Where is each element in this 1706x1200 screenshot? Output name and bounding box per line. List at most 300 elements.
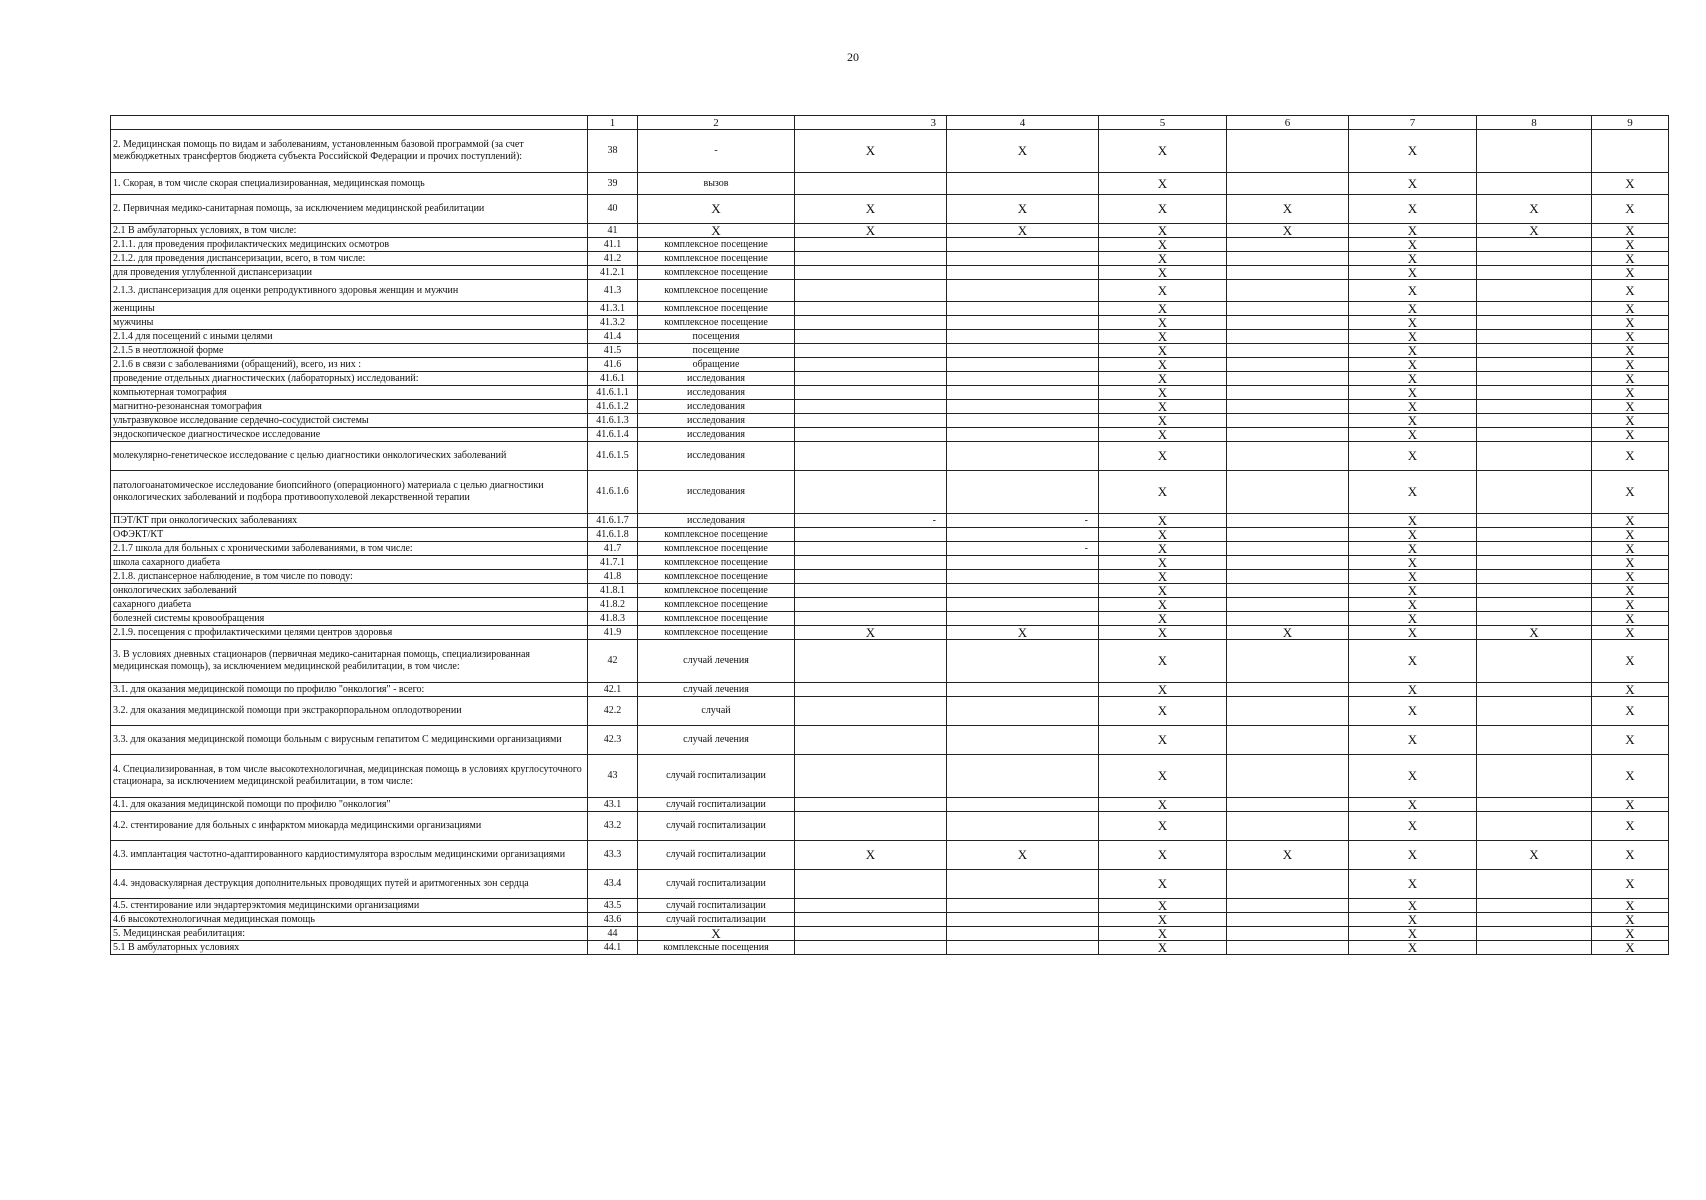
row-unit: посещения	[638, 330, 795, 344]
row-name: компьютерная томография	[111, 386, 588, 400]
row-col7: X	[1349, 514, 1477, 528]
row-name: 4.6 высокотехнологичная медицинская помощь	[111, 913, 588, 927]
table-row	[111, 386, 1669, 400]
row-col5: X	[1099, 556, 1227, 570]
row-code: 41.2.1	[588, 266, 638, 280]
row-col5: X	[1099, 130, 1227, 173]
row-col5: X	[1099, 841, 1227, 870]
row-col3	[795, 428, 947, 442]
row-unit: комплексное посещение	[638, 598, 795, 612]
row-code: 43.4	[588, 870, 638, 899]
row-col7: X	[1349, 528, 1477, 542]
row-col3	[795, 471, 947, 514]
row-col5: X	[1099, 726, 1227, 755]
column-number-row	[111, 116, 1669, 130]
row-name: 5. Медицинская реабилитация:	[111, 927, 588, 941]
row-col4	[947, 266, 1099, 280]
row-col3	[795, 798, 947, 812]
row-name: сахарного диабета	[111, 598, 588, 612]
row-col9: X	[1592, 542, 1669, 556]
row-col5: X	[1099, 252, 1227, 266]
header-cell-8: 8	[1477, 116, 1592, 130]
header-cell-4: 4	[947, 116, 1099, 130]
row-code: 42.3	[588, 726, 638, 755]
row-col7: X	[1349, 570, 1477, 584]
row-code: 41.9	[588, 626, 638, 640]
row-col6	[1227, 428, 1349, 442]
row-unit: исследования	[638, 428, 795, 442]
row-col8	[1477, 358, 1592, 372]
row-col3: X	[795, 130, 947, 173]
row-col4	[947, 302, 1099, 316]
row-unit: комплексное посещение	[638, 280, 795, 302]
row-col6	[1227, 683, 1349, 697]
row-col8	[1477, 697, 1592, 726]
row-col4	[947, 683, 1099, 697]
row-col6	[1227, 344, 1349, 358]
row-code: 41.8.1	[588, 584, 638, 598]
row-code: 41	[588, 224, 638, 238]
row-col4	[947, 812, 1099, 841]
row-col7: X	[1349, 870, 1477, 899]
row-code: 41.4	[588, 330, 638, 344]
row-col9: X	[1592, 442, 1669, 471]
row-col4	[947, 913, 1099, 927]
table-row	[111, 556, 1669, 570]
row-name: 1. Скорая, в том числе скорая специализированная, медицинская помощь	[111, 173, 588, 195]
row-unit: обращение	[638, 358, 795, 372]
row-col7: X	[1349, 130, 1477, 173]
row-col6	[1227, 252, 1349, 266]
row-name: 2. Медицинская помощь по видам и заболеваниям, установленным базовой программой (за счет межбюджетных трансфертов бюджета субъекта Российской Федерации и прочих поступлений):	[111, 130, 588, 173]
row-col7: X	[1349, 400, 1477, 414]
row-col9: X	[1592, 640, 1669, 683]
table-row	[111, 130, 1669, 173]
row-code: 41.7.1	[588, 556, 638, 570]
row-col4: X	[947, 130, 1099, 173]
row-col5: X	[1099, 612, 1227, 626]
row-name: 3.1. для оказания медицинской помощи по профилю "онкология" - всего:	[111, 683, 588, 697]
row-name: ультразвуковое исследование сердечно-сосудистой системы	[111, 414, 588, 428]
row-col5: X	[1099, 442, 1227, 471]
row-col9: X	[1592, 941, 1669, 955]
row-col4	[947, 173, 1099, 195]
row-unit: исследования	[638, 514, 795, 528]
row-col9: X	[1592, 726, 1669, 755]
row-col3	[795, 344, 947, 358]
row-name: эндоскопическое диагностическое исследование	[111, 428, 588, 442]
table-row	[111, 697, 1669, 726]
row-name: молекулярно-генетическое исследование с целью диагностики онкологических заболеваний	[111, 442, 588, 471]
row-col7: X	[1349, 542, 1477, 556]
row-col4	[947, 386, 1099, 400]
row-col7: X	[1349, 899, 1477, 913]
row-col3: X	[795, 224, 947, 238]
table-row	[111, 798, 1669, 812]
row-code: 41.1	[588, 238, 638, 252]
row-col4	[947, 344, 1099, 358]
row-col8	[1477, 442, 1592, 471]
row-col6	[1227, 570, 1349, 584]
row-col8	[1477, 400, 1592, 414]
row-col8	[1477, 927, 1592, 941]
row-code: 41.3.1	[588, 302, 638, 316]
row-unit: комплексное посещение	[638, 626, 795, 640]
row-col3	[795, 266, 947, 280]
row-code: 41.3	[588, 280, 638, 302]
row-col8	[1477, 683, 1592, 697]
row-col9: X	[1592, 870, 1669, 899]
row-col8	[1477, 913, 1592, 927]
row-col6	[1227, 612, 1349, 626]
row-code: 38	[588, 130, 638, 173]
row-col8	[1477, 302, 1592, 316]
row-name: мужчины	[111, 316, 588, 330]
row-name: для проведения углубленной диспансеризации	[111, 266, 588, 280]
row-col3	[795, 812, 947, 841]
row-col6	[1227, 400, 1349, 414]
row-col5: X	[1099, 514, 1227, 528]
row-col8	[1477, 640, 1592, 683]
row-col5: X	[1099, 330, 1227, 344]
row-code: 41.3.2	[588, 316, 638, 330]
row-col6: X	[1227, 195, 1349, 224]
row-col7: X	[1349, 640, 1477, 683]
row-col5: X	[1099, 528, 1227, 542]
row-col9: X	[1592, 570, 1669, 584]
row-col9: X	[1592, 280, 1669, 302]
row-col4	[947, 556, 1099, 570]
row-col7: X	[1349, 442, 1477, 471]
row-col3: X	[795, 841, 947, 870]
row-unit: комплексное посещение	[638, 556, 795, 570]
row-col8	[1477, 514, 1592, 528]
row-name: 2.1.6 в связи с заболеваниями (обращений), всего, из них :	[111, 358, 588, 372]
row-col5: X	[1099, 598, 1227, 612]
row-col8	[1477, 726, 1592, 755]
row-col4	[947, 358, 1099, 372]
row-col7: X	[1349, 927, 1477, 941]
row-name: 4.4. эндоваскулярная деструкция дополнительных проводящих путей и аритмогенных зон сердца	[111, 870, 588, 899]
row-col9: X	[1592, 428, 1669, 442]
row-unit: комплексное посещение	[638, 316, 795, 330]
row-code: 42.1	[588, 683, 638, 697]
row-col4	[947, 726, 1099, 755]
row-col5: X	[1099, 414, 1227, 428]
row-col9: X	[1592, 414, 1669, 428]
row-col9: X	[1592, 913, 1669, 927]
row-name: 2.1.7 школа для больных с хроническими заболеваниями, в том числе:	[111, 542, 588, 556]
row-col9: X	[1592, 612, 1669, 626]
row-col4	[947, 927, 1099, 941]
row-col3	[795, 899, 947, 913]
row-col7: X	[1349, 238, 1477, 252]
row-col8	[1477, 238, 1592, 252]
row-col3	[795, 612, 947, 626]
table-row	[111, 812, 1669, 841]
table-row	[111, 528, 1669, 542]
row-col7: X	[1349, 812, 1477, 841]
row-col4: X	[947, 224, 1099, 238]
row-name: 5.1 В амбулаторных условиях	[111, 941, 588, 955]
row-col3: -	[795, 514, 947, 528]
row-col8	[1477, 941, 1592, 955]
row-col7: X	[1349, 584, 1477, 598]
row-col4	[947, 330, 1099, 344]
header-cell-2: 2	[638, 116, 795, 130]
table-row	[111, 280, 1669, 302]
row-col6	[1227, 238, 1349, 252]
row-col9: X	[1592, 471, 1669, 514]
row-unit: случай лечения	[638, 683, 795, 697]
table-row	[111, 238, 1669, 252]
row-col7: X	[1349, 798, 1477, 812]
header-cell-7: 7	[1349, 116, 1477, 130]
row-col3	[795, 870, 947, 899]
row-col9: X	[1592, 224, 1669, 238]
row-code: 41.6	[588, 358, 638, 372]
row-col9: X	[1592, 697, 1669, 726]
row-col6	[1227, 280, 1349, 302]
row-code: 41.5	[588, 344, 638, 358]
row-col5: X	[1099, 640, 1227, 683]
row-col3	[795, 252, 947, 266]
row-col7: X	[1349, 841, 1477, 870]
table-row	[111, 266, 1669, 280]
row-col5: X	[1099, 372, 1227, 386]
row-col9: X	[1592, 899, 1669, 913]
row-col3	[795, 238, 947, 252]
row-col3	[795, 697, 947, 726]
row-code: 43.2	[588, 812, 638, 841]
row-col4	[947, 584, 1099, 598]
row-unit: X	[638, 195, 795, 224]
row-col3: X	[795, 195, 947, 224]
row-name: 2.1.3. диспансеризация для оценки репродуктивного здоровья женщин и мужчин	[111, 280, 588, 302]
row-name: женщины	[111, 302, 588, 316]
row-col6	[1227, 870, 1349, 899]
row-col6	[1227, 471, 1349, 514]
row-col5: X	[1099, 471, 1227, 514]
row-col8	[1477, 173, 1592, 195]
row-col8	[1477, 899, 1592, 913]
row-col4	[947, 471, 1099, 514]
row-col5: X	[1099, 358, 1227, 372]
row-col3	[795, 941, 947, 955]
row-code: 43.6	[588, 913, 638, 927]
row-col8	[1477, 471, 1592, 514]
row-code: 43.3	[588, 841, 638, 870]
row-col6	[1227, 755, 1349, 798]
row-col8: X	[1477, 224, 1592, 238]
row-col5: X	[1099, 224, 1227, 238]
row-col7: X	[1349, 755, 1477, 798]
row-col3	[795, 913, 947, 927]
row-col6	[1227, 302, 1349, 316]
row-code: 41.8.2	[588, 598, 638, 612]
row-col7: X	[1349, 913, 1477, 927]
row-col8	[1477, 870, 1592, 899]
table-row	[111, 598, 1669, 612]
row-col9: X	[1592, 514, 1669, 528]
row-code: 43.1	[588, 798, 638, 812]
row-col6	[1227, 927, 1349, 941]
row-col6	[1227, 442, 1349, 471]
row-col5: X	[1099, 344, 1227, 358]
row-col4	[947, 570, 1099, 584]
row-col5: X	[1099, 812, 1227, 841]
table-row	[111, 612, 1669, 626]
table-row	[111, 302, 1669, 316]
row-col8	[1477, 386, 1592, 400]
row-col6	[1227, 358, 1349, 372]
row-unit: комплексное посещение	[638, 302, 795, 316]
row-col3	[795, 542, 947, 556]
row-col8	[1477, 570, 1592, 584]
row-name: 3.3. для оказания медицинской помощи больным с вирусным гепатитом С медицинскими организациями	[111, 726, 588, 755]
row-code: 41.6.1.1	[588, 386, 638, 400]
row-col5: X	[1099, 173, 1227, 195]
row-col4	[947, 612, 1099, 626]
row-col4	[947, 640, 1099, 683]
row-col6	[1227, 386, 1349, 400]
row-col9: X	[1592, 626, 1669, 640]
row-col5: X	[1099, 428, 1227, 442]
row-col8	[1477, 344, 1592, 358]
row-name: онкологических заболеваний	[111, 584, 588, 598]
row-col6	[1227, 330, 1349, 344]
row-col3	[795, 598, 947, 612]
row-unit: исследования	[638, 414, 795, 428]
row-col9: X	[1592, 173, 1669, 195]
header-cell-6: 6	[1227, 116, 1349, 130]
row-col3	[795, 755, 947, 798]
table-row	[111, 927, 1669, 941]
row-col6	[1227, 414, 1349, 428]
row-col6	[1227, 542, 1349, 556]
row-col3	[795, 330, 947, 344]
row-col5: X	[1099, 683, 1227, 697]
header-cell-name	[111, 116, 588, 130]
row-col4	[947, 899, 1099, 913]
row-col3	[795, 372, 947, 386]
row-unit: -	[638, 130, 795, 173]
row-col5: X	[1099, 626, 1227, 640]
table-row	[111, 344, 1669, 358]
table-row	[111, 913, 1669, 927]
row-col5: X	[1099, 570, 1227, 584]
row-col3	[795, 442, 947, 471]
table-row	[111, 640, 1669, 683]
row-col7: X	[1349, 316, 1477, 330]
row-unit: комплексное посещение	[638, 252, 795, 266]
row-code: 42.2	[588, 697, 638, 726]
row-col4	[947, 316, 1099, 330]
row-unit: исследования	[638, 400, 795, 414]
header-cell-3: 3	[795, 116, 947, 130]
table-row	[111, 755, 1669, 798]
row-col5: X	[1099, 755, 1227, 798]
row-name: патологоанатомическое исследование биопсийного (операционного) материала с целью диагностики онкологических заболеваний и подбора противоопухолевой лекарственной терапии	[111, 471, 588, 514]
row-col6	[1227, 812, 1349, 841]
row-col5: X	[1099, 266, 1227, 280]
row-col8	[1477, 252, 1592, 266]
row-col6	[1227, 726, 1349, 755]
table-row	[111, 514, 1669, 528]
table-row	[111, 899, 1669, 913]
row-col3	[795, 302, 947, 316]
row-code: 41.6.1.8	[588, 528, 638, 542]
row-col8	[1477, 130, 1592, 173]
row-col4	[947, 528, 1099, 542]
row-col7: X	[1349, 358, 1477, 372]
row-unit: случай лечения	[638, 726, 795, 755]
row-unit: исследования	[638, 471, 795, 514]
row-name: школа сахарного диабета	[111, 556, 588, 570]
row-col8	[1477, 812, 1592, 841]
row-col4	[947, 372, 1099, 386]
row-col4	[947, 252, 1099, 266]
row-col6: X	[1227, 841, 1349, 870]
row-col9: X	[1592, 316, 1669, 330]
row-unit: комплексные посещения	[638, 941, 795, 955]
row-name: 2.1.8. диспансерное наблюдение, в том числе по поводу:	[111, 570, 588, 584]
row-code: 41.6.1	[588, 372, 638, 386]
row-unit: случай госпитализации	[638, 798, 795, 812]
medical-care-table	[110, 115, 1669, 955]
table-row	[111, 252, 1669, 266]
row-col8: X	[1477, 626, 1592, 640]
table-row	[111, 428, 1669, 442]
table-row	[111, 542, 1669, 556]
table-row	[111, 471, 1669, 514]
row-col5: X	[1099, 870, 1227, 899]
row-col6	[1227, 697, 1349, 726]
table-row	[111, 195, 1669, 224]
row-col6	[1227, 798, 1349, 812]
row-unit: комплексное посещение	[638, 542, 795, 556]
row-name: 2.1.5 в неотложной форме	[111, 344, 588, 358]
row-code: 41.6.1.2	[588, 400, 638, 414]
row-unit: случай госпитализации	[638, 913, 795, 927]
row-code: 41.6.1.5	[588, 442, 638, 471]
row-unit: случай госпитализации	[638, 812, 795, 841]
row-name: 2.1.9. посещения с профилактическими целями центров здоровья	[111, 626, 588, 640]
row-col8	[1477, 428, 1592, 442]
row-col9: X	[1592, 812, 1669, 841]
row-col3	[795, 528, 947, 542]
row-col7: X	[1349, 598, 1477, 612]
row-col6: X	[1227, 224, 1349, 238]
table-row	[111, 442, 1669, 471]
row-col9: X	[1592, 683, 1669, 697]
table-row	[111, 726, 1669, 755]
row-col4	[947, 414, 1099, 428]
row-col9: X	[1592, 798, 1669, 812]
row-unit: исследования	[638, 386, 795, 400]
row-col5: X	[1099, 280, 1227, 302]
row-col9: X	[1592, 302, 1669, 316]
row-col5: X	[1099, 386, 1227, 400]
row-col8	[1477, 598, 1592, 612]
row-col3	[795, 556, 947, 570]
row-code: 41.8.3	[588, 612, 638, 626]
row-col8	[1477, 414, 1592, 428]
row-col9: X	[1592, 238, 1669, 252]
row-col8	[1477, 330, 1592, 344]
row-unit: X	[638, 224, 795, 238]
row-col6	[1227, 899, 1349, 913]
